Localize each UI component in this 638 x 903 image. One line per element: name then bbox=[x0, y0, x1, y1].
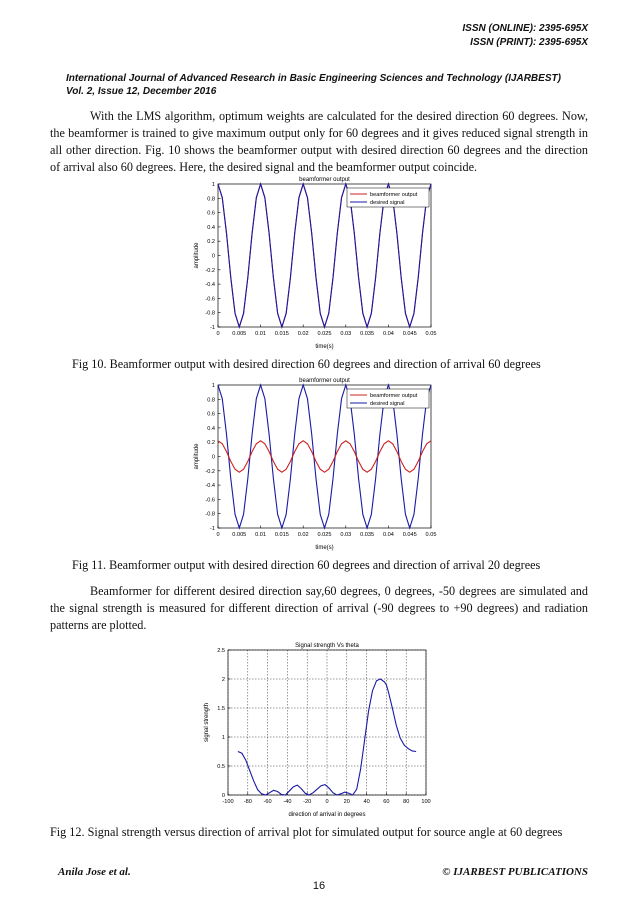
legend-label: beamformer output bbox=[370, 393, 418, 399]
y-tick-label: 0.6 bbox=[207, 411, 215, 418]
journal-title: International Journal of Advanced Research in Basic Engineering Sciences and Technology (IJARBEST) bbox=[66, 73, 561, 84]
y-tick-label: 0.5 bbox=[217, 764, 225, 770]
figure-10-caption: Fig 10. Beamformer output with desired direction 60 degrees and direction of arrival 60 degrees bbox=[72, 357, 541, 371]
y-tick-label: 0 bbox=[221, 793, 225, 799]
x-tick-label: 0.045 bbox=[402, 532, 417, 538]
issn-print: ISSN (PRINT): 2395-695X bbox=[470, 37, 588, 48]
x-tick-label: -100 bbox=[222, 799, 234, 805]
y-tick-label: 0 bbox=[211, 454, 215, 461]
y-axis-label: amplitude bbox=[194, 242, 200, 269]
x-tick-label: 40 bbox=[363, 799, 370, 805]
x-tick-label: 0.035 bbox=[360, 331, 375, 337]
y-tick-label: 1 bbox=[211, 182, 215, 188]
x-tick-label: 0.05 bbox=[425, 331, 437, 337]
x-tick-label: 0.05 bbox=[425, 532, 437, 538]
y-tick-label: -0.4 bbox=[205, 483, 215, 490]
y-tick-label: -1 bbox=[210, 325, 215, 331]
y-tick-label: 0.8 bbox=[207, 397, 215, 404]
y-tick-label: 0 bbox=[211, 253, 215, 260]
x-tick-label: 0.035 bbox=[360, 532, 375, 538]
x-tick-label: 100 bbox=[421, 799, 431, 805]
x-tick-label: 0.005 bbox=[232, 331, 247, 337]
x-tick-label: 0.015 bbox=[274, 532, 289, 538]
y-tick-label: -0.8 bbox=[205, 310, 215, 317]
figure-12-caption: Fig 12. Signal strength versus direction of arrival plot for simulated output for source angle at 60 degrees bbox=[50, 825, 563, 839]
y-tick-label: -0.6 bbox=[205, 497, 215, 504]
chart-title: beamformer output bbox=[299, 378, 350, 384]
x-tick-label: 0.04 bbox=[382, 331, 394, 337]
x-tick-label: 0.03 bbox=[340, 532, 352, 538]
y-tick-label: -0.4 bbox=[205, 282, 215, 289]
x-tick-label: 0 bbox=[325, 799, 329, 805]
x-tick-label: 0.01 bbox=[255, 331, 267, 337]
x-axis-label: time(s) bbox=[315, 344, 334, 350]
y-tick-label: 0.2 bbox=[207, 239, 215, 246]
y-tick-label: -0.2 bbox=[205, 468, 215, 475]
x-tick-label: -80 bbox=[243, 799, 252, 805]
issn-online: ISSN (ONLINE): 2395-695X bbox=[462, 23, 588, 34]
x-tick-label: -40 bbox=[283, 799, 292, 805]
page-number: 16 bbox=[312, 880, 326, 892]
x-tick-label: 0.03 bbox=[340, 331, 352, 337]
y-tick-label: 0.8 bbox=[207, 196, 215, 203]
y-tick-label: 1 bbox=[211, 383, 215, 389]
y-tick-label: -0.6 bbox=[205, 296, 215, 303]
y-axis-label: signal strength bbox=[204, 702, 210, 743]
x-axis-label: direction of arrival in degrees bbox=[288, 812, 366, 818]
y-tick-label: 0.2 bbox=[207, 440, 215, 447]
x-tick-label: 0.025 bbox=[317, 532, 332, 538]
y-tick-label: 0.4 bbox=[207, 224, 215, 231]
y-tick-label: -1 bbox=[210, 526, 215, 532]
footer-author: Anila Jose et al. bbox=[58, 866, 131, 878]
x-tick-label: 20 bbox=[343, 799, 350, 805]
legend-label: desired signal bbox=[370, 401, 405, 407]
legend-label: beamformer output bbox=[370, 192, 418, 198]
paragraph-1-text: With the LMS algorithm, optimum weights are calculated for the desired direction 60 degrees. Now, the beamformer is trained to give maximum output only for 60 degrees and it gives reduced signal strength in all other direction. Fig. 10 shows the beamformer output with desired direction 60 degrees and the direction of arrival also 60 degrees. Here, the desired signal and the beamformer output coincide. bbox=[50, 109, 588, 174]
x-tick-label: 0.02 bbox=[297, 331, 309, 337]
y-tick-label: 1.5 bbox=[217, 706, 225, 712]
journal-volume: Vol. 2, Issue 12, December 2016 bbox=[66, 86, 217, 97]
y-tick-label: -0.8 bbox=[205, 511, 215, 518]
x-tick-label: 0 bbox=[216, 532, 220, 538]
paragraph-2-text: Beamformer for different desired direction say,60 degrees, 0 degrees, -50 degrees are simulated and the signal strength is measured for different direction of arrival (-90 degrees to +90 degrees) and radiation patterns are plotted. bbox=[50, 584, 588, 632]
chart-title: Signal strength Vs theta bbox=[295, 643, 359, 649]
y-tick-label: 2.5 bbox=[217, 648, 225, 654]
x-tick-label: 0.015 bbox=[274, 331, 289, 337]
x-tick-label: 0.01 bbox=[255, 532, 267, 538]
x-tick-label: 0.04 bbox=[382, 532, 394, 538]
y-tick-label: 1 bbox=[221, 735, 225, 741]
legend-label: desired signal bbox=[370, 200, 405, 206]
footer-publisher: © IJARBEST PUBLICATIONS bbox=[442, 866, 588, 878]
paragraph-1 bbox=[50, 108, 588, 176]
x-tick-label: 0 bbox=[216, 331, 220, 337]
x-tick-label: 60 bbox=[383, 799, 390, 805]
y-tick-label: -0.2 bbox=[205, 267, 215, 274]
x-tick-label: 0.025 bbox=[317, 331, 332, 337]
x-tick-label: -60 bbox=[263, 799, 272, 805]
figure-11-caption: Fig 11. Beamformer output with desired direction 60 degrees and direction of arrival 20 degrees bbox=[72, 558, 541, 572]
x-tick-label: 80 bbox=[403, 799, 410, 805]
x-tick-label: 0.02 bbox=[297, 532, 309, 538]
figure-12-chart bbox=[195, 632, 445, 822]
y-tick-label: 0.6 bbox=[207, 210, 215, 217]
figure-10-chart bbox=[185, 172, 455, 350]
paragraph-2 bbox=[50, 583, 588, 634]
figure-11-chart bbox=[185, 373, 455, 551]
x-axis-label: time(s) bbox=[315, 545, 334, 551]
chart-title: beamformer output bbox=[299, 177, 350, 183]
x-tick-label: 0.045 bbox=[402, 331, 417, 337]
y-axis-label: amplitude bbox=[194, 443, 200, 470]
x-tick-label: -20 bbox=[303, 799, 312, 805]
y-tick-label: 0.4 bbox=[207, 425, 215, 432]
y-tick-label: 2 bbox=[221, 677, 225, 683]
x-tick-label: 0.005 bbox=[232, 532, 247, 538]
